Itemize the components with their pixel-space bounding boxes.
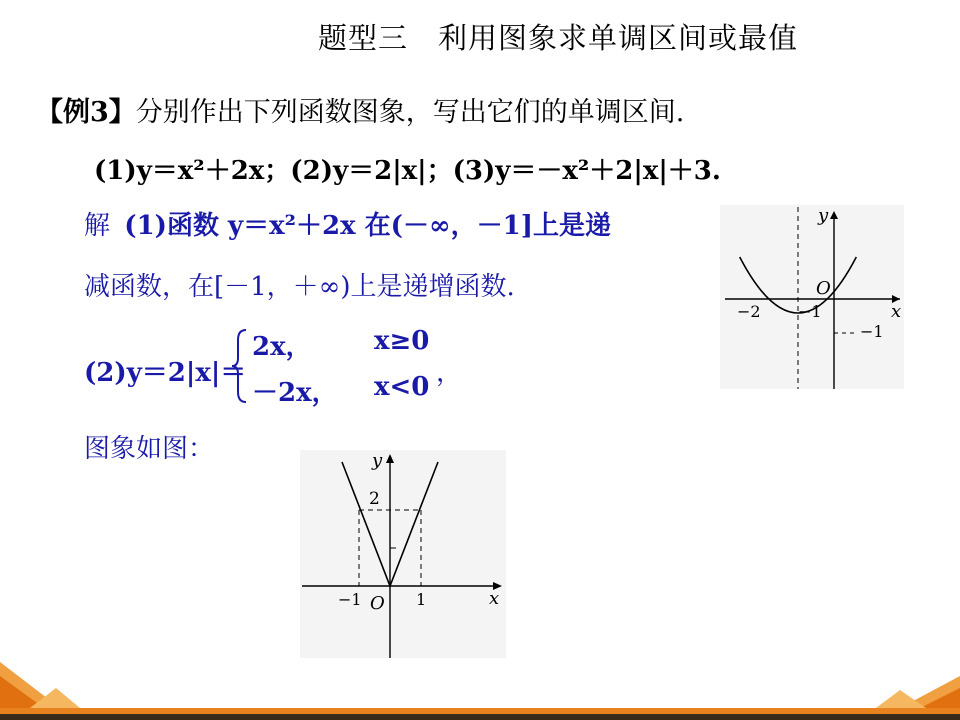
graph-caption: 图象如图： [84, 434, 215, 464]
solution-part1-line2: 减函数，在[－1，＋∞)上是递增函数. [84, 272, 515, 302]
slide-title: 题型三 利用图象求单调区间或最值 [318, 21, 799, 55]
solution-label: 解 [84, 211, 111, 241]
function-list [94, 150, 721, 187]
origin-label: O [370, 593, 385, 614]
abs-value-graph [300, 450, 506, 658]
y-label: y [372, 450, 383, 471]
case1-expression: 2x， [252, 332, 312, 362]
x-label: x [891, 301, 902, 322]
solution-part1-line1 [84, 205, 611, 242]
origin-label: O [816, 278, 831, 299]
footer-decoration [0, 662, 960, 720]
example-tag: 【例3】 [36, 97, 136, 128]
y-label: y [818, 205, 829, 226]
piecewise-comma: ， [436, 358, 463, 388]
example-statement [36, 90, 684, 129]
function-2: (2)y＝2|x|； [290, 156, 453, 186]
solution-part2-lhs: (2)y＝2|x|＝ [84, 358, 247, 388]
function-1: (1)y＝x²＋2x； [94, 156, 291, 186]
parabola-graph [720, 205, 904, 389]
tick-y-minus1: −1 [860, 322, 884, 341]
x-label: x [489, 588, 500, 609]
piecewise-brace [230, 328, 250, 404]
tick-minus2: −2 [737, 302, 761, 321]
case2-expression: －2x， [252, 378, 338, 408]
case2-condition: x<0 [374, 372, 430, 402]
example-text: 分别作出下列函数图象，写出它们的单调区间. [135, 97, 685, 128]
tick-minus1: −1 [798, 302, 822, 321]
tick-label-1: 1 [416, 590, 427, 609]
case1-condition: x≥0 [374, 326, 430, 356]
tick-label-minus1: −1 [338, 590, 362, 609]
function-3: (3)y＝－x²＋2|x|＋3. [452, 156, 721, 186]
solution-part1-text: (1)函数 y＝x²＋2x 在(－∞，－1]上是递 [124, 211, 612, 241]
tick-label-2: 2 [369, 489, 380, 509]
